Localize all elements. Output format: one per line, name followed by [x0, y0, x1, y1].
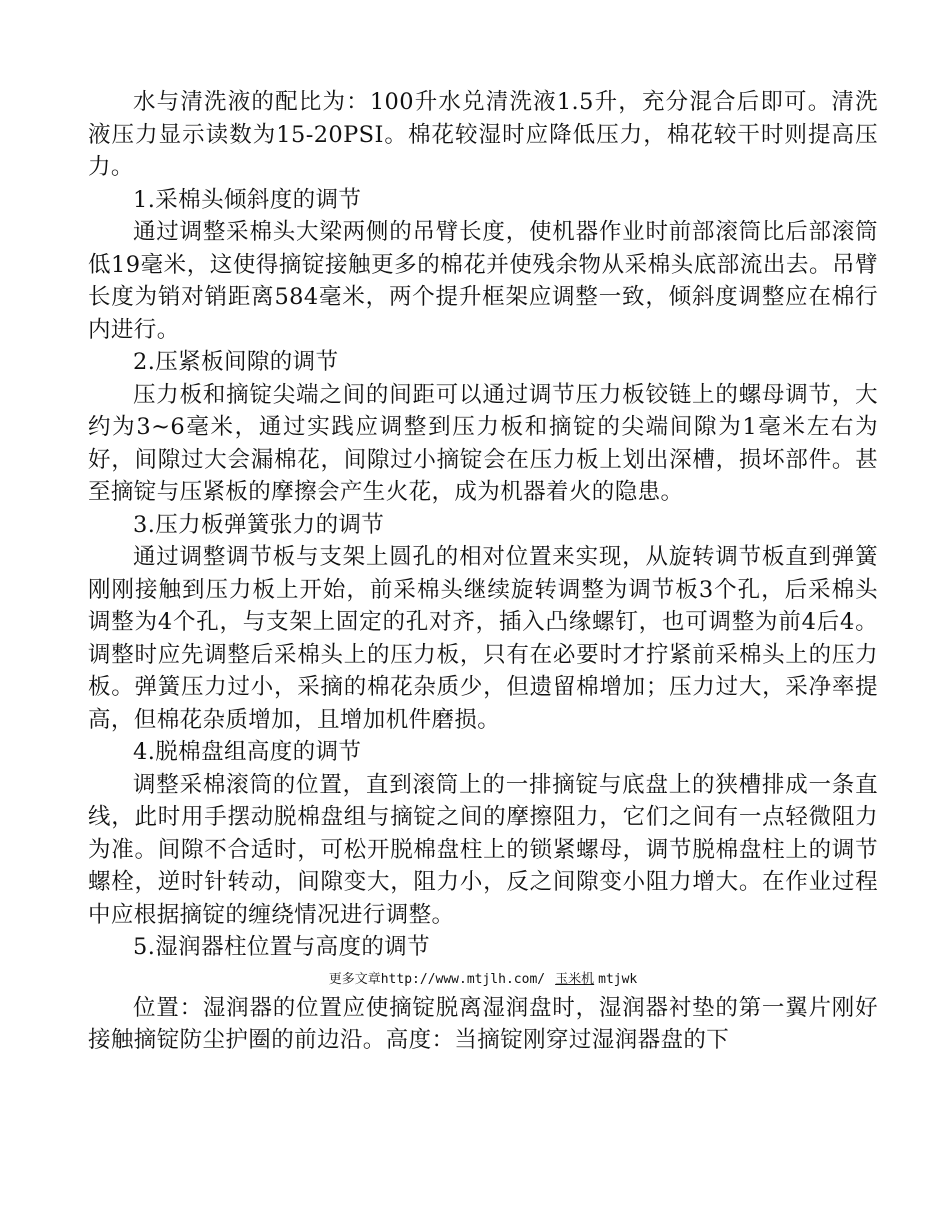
paragraph-moistener-position: 位置：湿润器的位置应使摘锭脱离湿润盘时，湿润器衬垫的第一翼片刚好接触摘锭防尘护圈的前边沿。高度：当摘锭刚穿过湿润器盘的下: [88, 994, 878, 1053]
section-body-pressure-gap: 压力板和摘锭尖端之间的间距可以通过调节压力板铰链上的螺母调节，大约为3~6毫米，通过实践应调整到压力板和摘锭的尖端间隙为1毫米左右为好，间隙过大会漏棉花，间隙过小摘锭会在压力板上划出深槽，损坏部件。甚至摘锭与压紧板的摩擦会产生火花，成为机器着火的隐患。: [88, 381, 878, 505]
page-footer: [88, 970, 878, 990]
document-page: [88, 86, 878, 1057]
section-body-tilt: 通过调整采棉头大梁两侧的吊臂长度，使机器作业时前部滚筒比后部滚筒低19毫米，这使得摘锭接触更多的棉花并使残余物从采棉头底部流出去。吊臂长度为销对销距离584毫米，两个提升框架应调整一致，倾斜度调整应在棉行内进行。: [88, 219, 878, 343]
footer-link[interactable]: 玉米机: [555, 971, 595, 987]
section-heading-moistener: 5.湿润器柱位置与高度的调节: [133, 934, 431, 960]
footer-url-text: 更多文章http://www.mtjlh.com/: [328, 971, 546, 987]
paragraph-mixing-ratio: 水与清洗液的配比为：100升水兑清洗液1.5升，充分混合后即可。清洗液压力显示读数为15-20PSI。棉花较湿时应降低压力，棉花较干时则提高压力。: [88, 89, 878, 180]
section-body-doffer-height: 调整采棉滚筒的位置，直到滚筒上的一排摘锭与底盘上的狭槽排成一条直线，此时用手摆动脱棉盘组与摘锭之间的摩擦阻力，它们之间有一点轻微阻力为准。间隙不合适时，可松开脱棉盘柱上的锁紧螺母，调节脱棉盘柱上的调节螺栓，逆时针转动，间隙变大，阻力小，反之间隙变小阻力增大。在作业过程中应根据摘锭的缠绕情况进行调整。: [88, 771, 878, 928]
footer-suffix: mtjwk: [598, 971, 638, 987]
section-heading-tilt: 1.采棉头倾斜度的调节: [133, 186, 362, 213]
section-heading-pressure-gap: 2.压紧板间隙的调节: [133, 349, 339, 375]
section-heading-doffer-height: 4.脱棉盘组高度的调节: [133, 739, 362, 765]
section-heading-spring-tension: 3.压力板弹簧张力的调节: [133, 511, 385, 538]
section-body-spring-tension: 通过调整调节板与支架上圆孔的相对位置来实现，从旋转调节板直到弹簧刚刚接触到压力板上开始，前采棉头继续旋转调整为调节板3个孔，后采棉头调整为4个孔，与支架上固定的孔对齐，插入凸缘螺钉，也可调整为前4后4。调整时应先调整后采棉头上的压力板，只有在必要时才拧紧前采棉头上的压力板。弹簧压力过小，采摘的棉花杂质少，但遗留棉增加；压力过大，采净率提高，但棉花杂质增加，且增加机件磨损。: [88, 544, 878, 733]
